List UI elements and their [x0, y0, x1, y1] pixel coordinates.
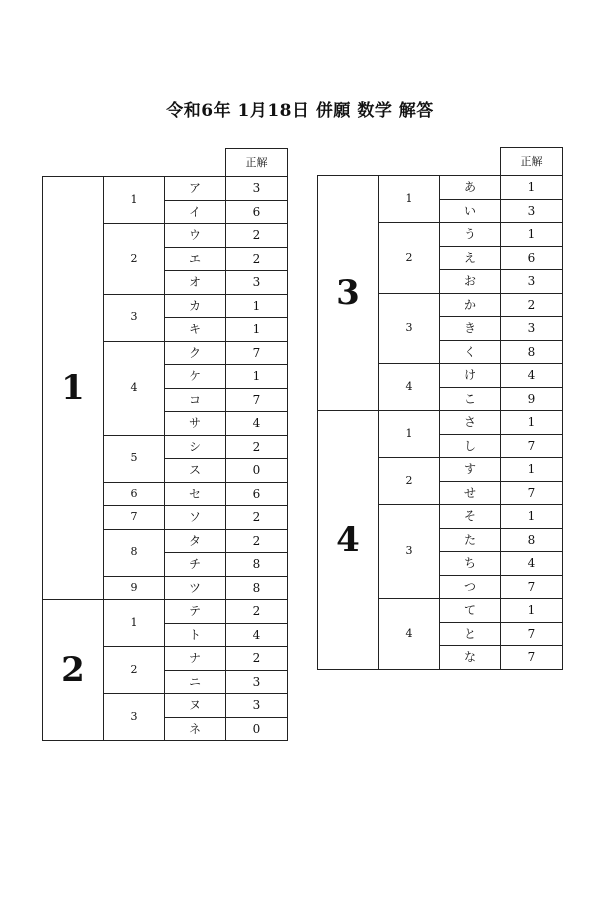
- answer-value: 7: [226, 388, 288, 412]
- answer-value: 8: [226, 553, 288, 577]
- answer-value: 1: [501, 411, 563, 435]
- header-row: [43, 149, 288, 177]
- subquestion-number: 6: [104, 482, 165, 506]
- subquestion-number: 9: [104, 576, 165, 600]
- answer-value: 2: [226, 647, 288, 671]
- answer-value: 2: [226, 435, 288, 459]
- subquestion-number: 3: [379, 293, 440, 364]
- answer-key: こ: [440, 387, 501, 411]
- question-number: 4: [318, 411, 379, 670]
- answer-key: セ: [165, 482, 226, 506]
- table-row: [318, 411, 563, 435]
- subquestion-number: 8: [104, 529, 165, 576]
- answer-key: か: [440, 293, 501, 317]
- answer-value: 1: [501, 599, 563, 623]
- table-row: [43, 177, 288, 201]
- answer-value: 6: [501, 246, 563, 270]
- header-row: [318, 148, 563, 176]
- answer-value: 4: [501, 552, 563, 576]
- answer-key: き: [440, 317, 501, 341]
- answer-key: ネ: [165, 717, 226, 741]
- answer-key: さ: [440, 411, 501, 435]
- answer-key: す: [440, 458, 501, 482]
- answer-key: ヌ: [165, 694, 226, 718]
- answer-key: い: [440, 199, 501, 223]
- table-row: [43, 600, 288, 624]
- answer-key: オ: [165, 271, 226, 295]
- answer-value: 1: [226, 294, 288, 318]
- answer-key: ソ: [165, 506, 226, 530]
- answer-key: え: [440, 246, 501, 270]
- answer-value: 1: [501, 458, 563, 482]
- answer-value: 7: [501, 646, 563, 670]
- subquestion-number: 2: [104, 647, 165, 694]
- subquestion-number: 2: [104, 224, 165, 295]
- answer-value: 8: [501, 528, 563, 552]
- subquestion-number: 1: [379, 176, 440, 223]
- answer-key: チ: [165, 553, 226, 577]
- answer-table-right: [317, 147, 563, 670]
- answer-key: ナ: [165, 647, 226, 671]
- answer-value: 8: [226, 576, 288, 600]
- answer-key: シ: [165, 435, 226, 459]
- answer-value: 4: [226, 623, 288, 647]
- table-row: [318, 176, 563, 200]
- answer-key: ニ: [165, 670, 226, 694]
- answer-value: 3: [501, 270, 563, 294]
- answer-value: 2: [226, 224, 288, 248]
- answer-value: 1: [226, 318, 288, 342]
- answer-key: ト: [165, 623, 226, 647]
- subquestion-number: 5: [104, 435, 165, 482]
- answer-value: 2: [226, 247, 288, 271]
- question-number: 1: [43, 177, 104, 600]
- header-correct-answer: 正解: [501, 148, 563, 176]
- answer-key: そ: [440, 505, 501, 529]
- answer-value: 0: [226, 459, 288, 483]
- subquestion-number: 4: [104, 341, 165, 435]
- answer-key: カ: [165, 294, 226, 318]
- header-blank-cell: [165, 149, 226, 177]
- answer-table-left: [42, 148, 288, 741]
- answer-key: た: [440, 528, 501, 552]
- answer-value: 6: [226, 200, 288, 224]
- subquestion-number: 7: [104, 506, 165, 530]
- answer-value: 2: [226, 529, 288, 553]
- answer-value: 8: [501, 340, 563, 364]
- answer-value: 3: [226, 670, 288, 694]
- answer-value: 4: [501, 364, 563, 388]
- answer-key: ア: [165, 177, 226, 201]
- subquestion-number: 3: [379, 505, 440, 599]
- subquestion-number: 1: [104, 177, 165, 224]
- answer-value: 2: [226, 506, 288, 530]
- header-blank-cell: [379, 148, 440, 176]
- subquestion-number: 3: [104, 694, 165, 741]
- header-correct-answer: 正解: [226, 149, 288, 177]
- answer-key: タ: [165, 529, 226, 553]
- answer-key: コ: [165, 388, 226, 412]
- answer-value: 3: [501, 317, 563, 341]
- answer-key: キ: [165, 318, 226, 342]
- answer-key: く: [440, 340, 501, 364]
- header-blank-cell: [440, 148, 501, 176]
- header-blank-cell: [318, 148, 379, 176]
- answer-key: ツ: [165, 576, 226, 600]
- answer-key: サ: [165, 412, 226, 436]
- answer-value: 0: [226, 717, 288, 741]
- answer-value: 7: [501, 622, 563, 646]
- answer-value: 7: [501, 575, 563, 599]
- answer-key: し: [440, 434, 501, 458]
- subquestion-number: 2: [379, 458, 440, 505]
- answer-key: け: [440, 364, 501, 388]
- answer-value: 1: [501, 176, 563, 200]
- answer-value: 3: [226, 177, 288, 201]
- subquestion-number: 4: [379, 364, 440, 411]
- answer-value: 3: [226, 694, 288, 718]
- answer-key: せ: [440, 481, 501, 505]
- answer-key: ス: [165, 459, 226, 483]
- answer-value: 1: [226, 365, 288, 389]
- answer-key: う: [440, 223, 501, 247]
- subquestion-number: 1: [379, 411, 440, 458]
- answer-value: 7: [226, 341, 288, 365]
- answer-value: 4: [226, 412, 288, 436]
- header-blank-cell: [104, 149, 165, 177]
- subquestion-number: 2: [379, 223, 440, 294]
- answer-value: 3: [501, 199, 563, 223]
- answer-key: イ: [165, 200, 226, 224]
- answer-key: テ: [165, 600, 226, 624]
- subquestion-number: 1: [104, 600, 165, 647]
- subquestion-number: 4: [379, 599, 440, 670]
- answer-key: ウ: [165, 224, 226, 248]
- answer-value: 1: [501, 505, 563, 529]
- answer-value: 7: [501, 434, 563, 458]
- answer-key: エ: [165, 247, 226, 271]
- header-blank-cell: [43, 149, 104, 177]
- answer-value: 6: [226, 482, 288, 506]
- answer-key: お: [440, 270, 501, 294]
- answer-value: 7: [501, 481, 563, 505]
- answer-key: ち: [440, 552, 501, 576]
- answer-key: ク: [165, 341, 226, 365]
- answer-value: 2: [226, 600, 288, 624]
- page-title: 令和6年 1月18日 併願 数学 解答: [166, 101, 434, 121]
- answer-key: て: [440, 599, 501, 623]
- answer-value: 3: [226, 271, 288, 295]
- answer-key: ケ: [165, 365, 226, 389]
- answer-key: な: [440, 646, 501, 670]
- answer-key: と: [440, 622, 501, 646]
- answer-key: つ: [440, 575, 501, 599]
- answer-value: 2: [501, 293, 563, 317]
- answer-value: 9: [501, 387, 563, 411]
- subquestion-number: 3: [104, 294, 165, 341]
- answer-key: あ: [440, 176, 501, 200]
- question-number: 2: [43, 600, 104, 741]
- answer-value: 1: [501, 223, 563, 247]
- question-number: 3: [318, 176, 379, 411]
